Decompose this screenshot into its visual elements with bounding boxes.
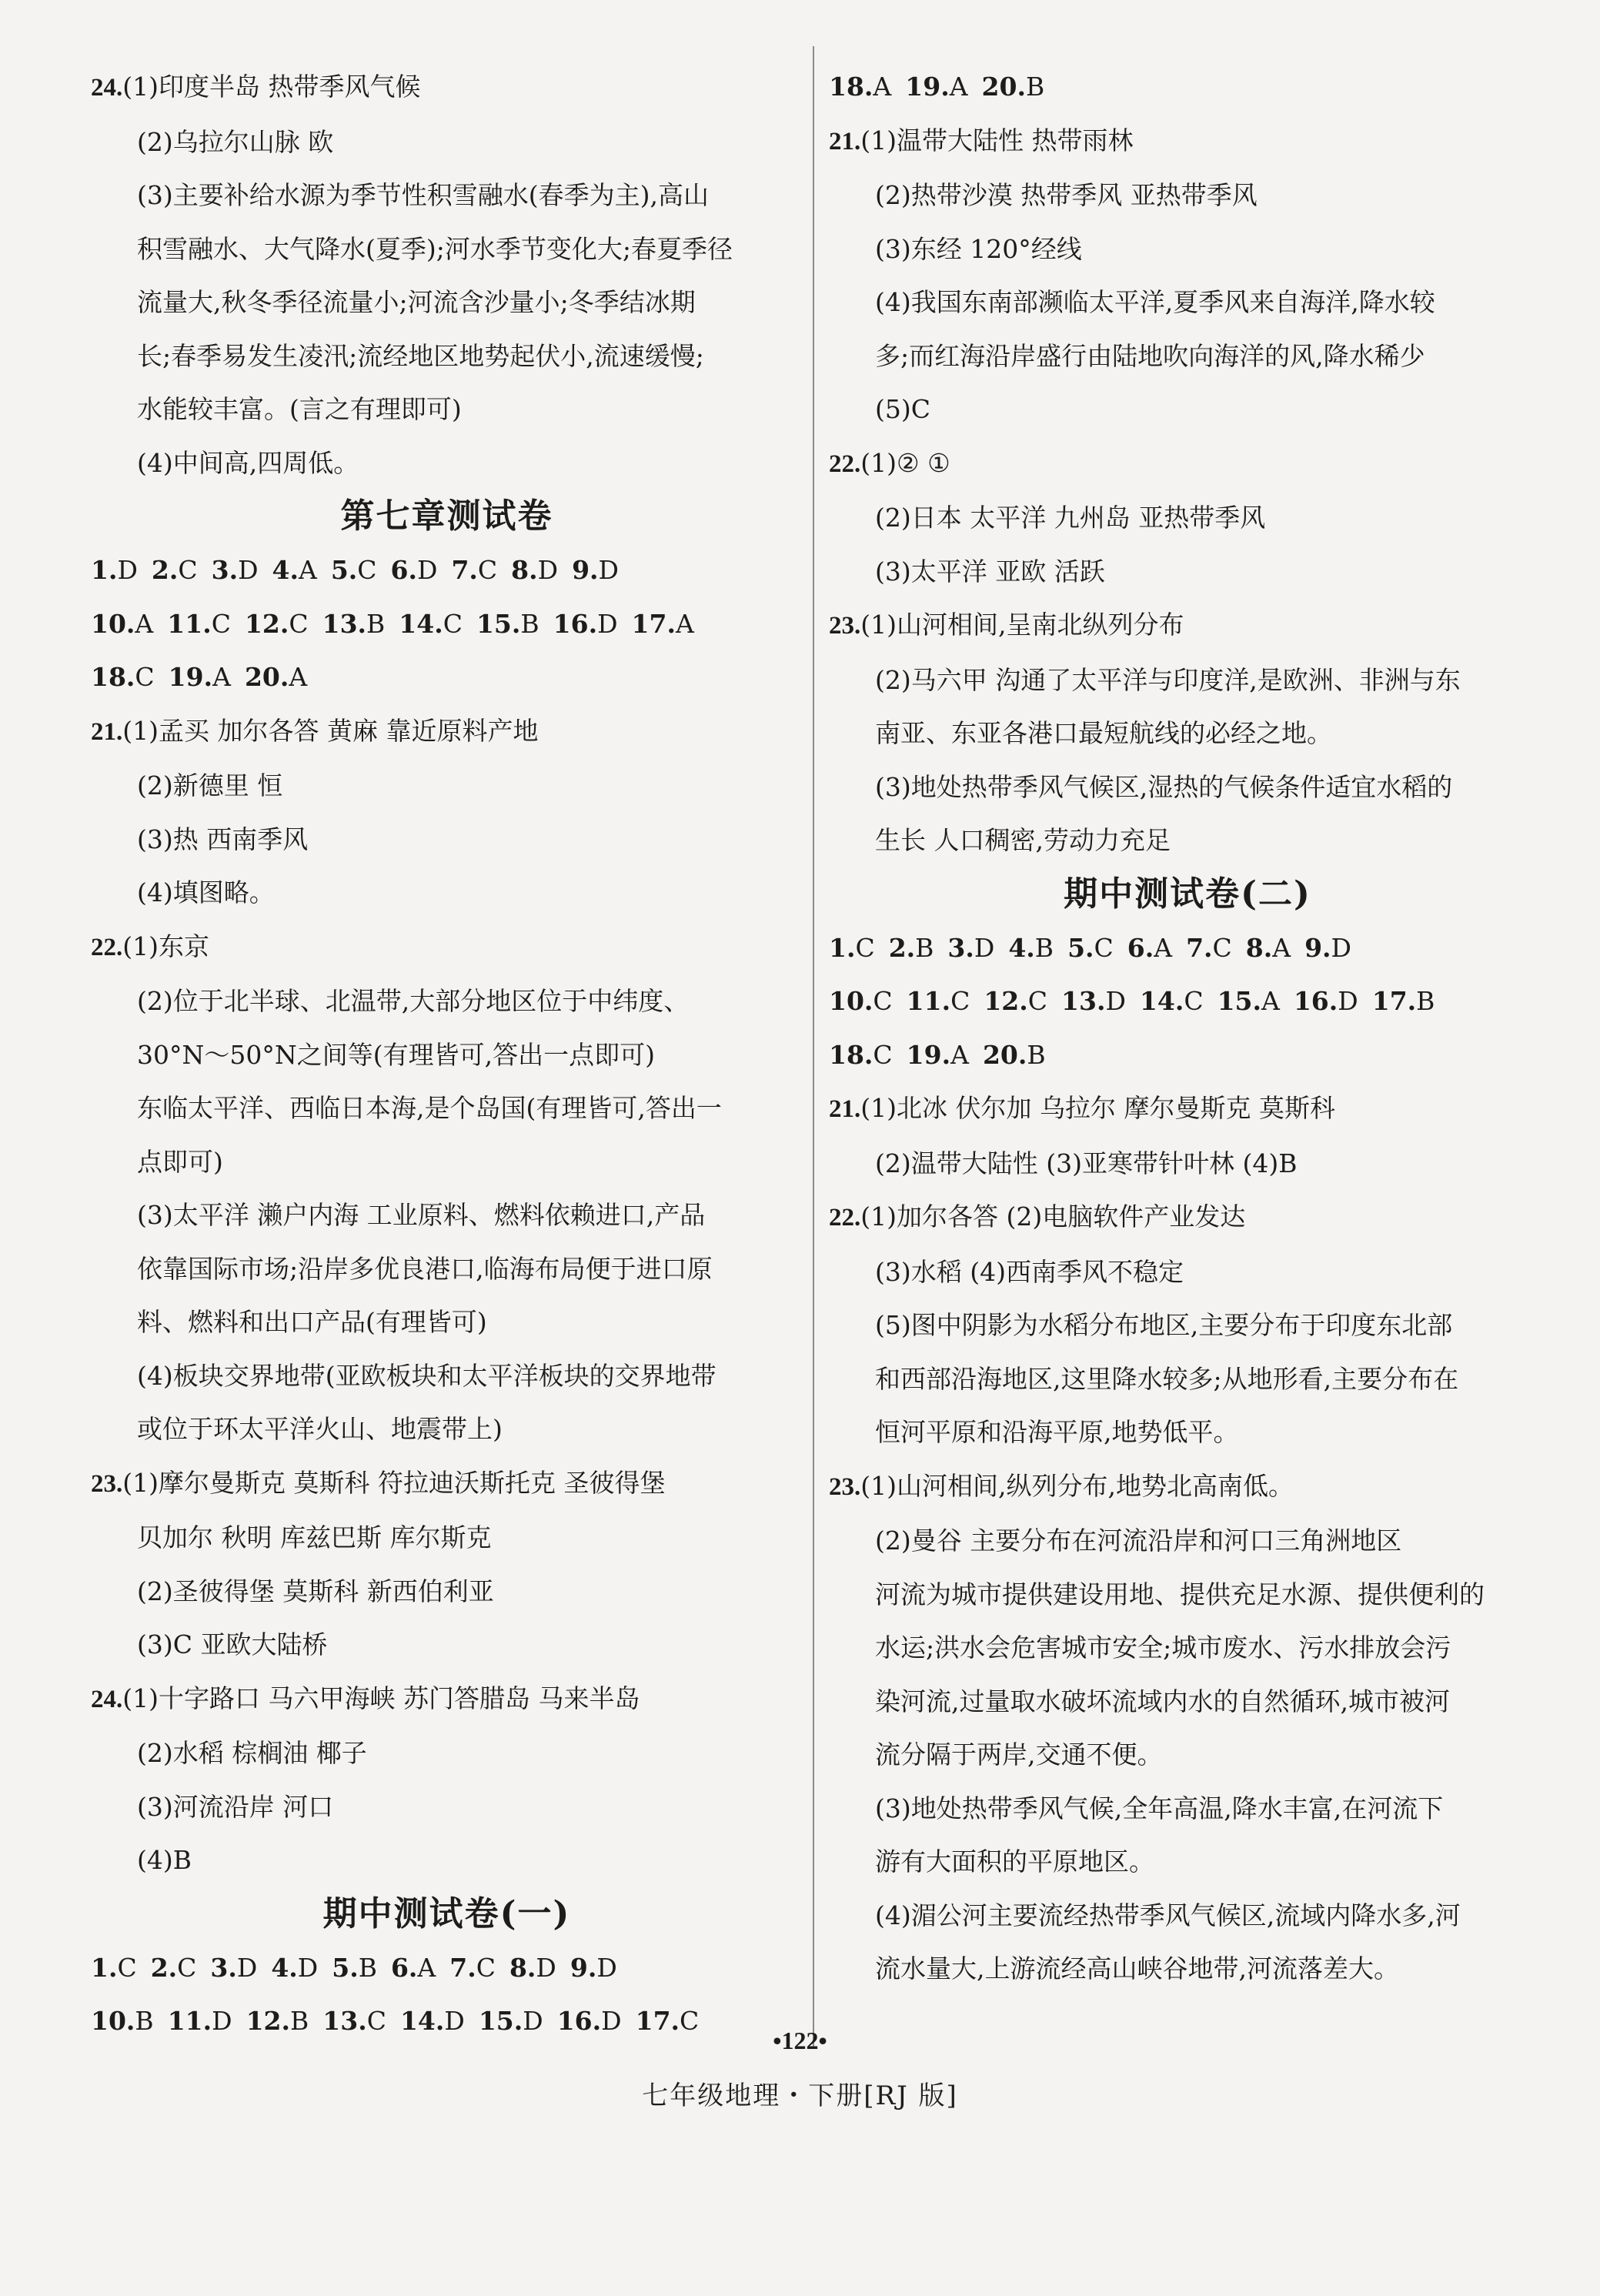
question-number: 13.	[1061, 986, 1106, 1016]
choice-answer	[91, 662, 155, 692]
choice-answer	[245, 662, 307, 692]
answer-line: (2)位于北半球、北温带,大部分地区位于中纬度、	[137, 986, 690, 1016]
choice-answer	[1186, 933, 1232, 963]
question-number: 9.	[572, 555, 599, 585]
question-number: 17.	[631, 608, 676, 639]
answer-letter: B	[1025, 72, 1045, 102]
choice-answer	[553, 609, 618, 639]
section-title: 期中测试卷(二)	[1064, 874, 1311, 914]
answer-line: (2)圣彼得堡 莫斯科 新西伯利亚	[137, 1576, 494, 1606]
answer-line: 河流为城市提供建设用地、提供充足水源、提供便利的	[875, 1579, 1485, 1609]
question-number: 3.	[210, 1952, 237, 1983]
choice-answer	[905, 72, 967, 102]
answer-letter: D	[238, 555, 259, 585]
question-number: 5.	[1067, 932, 1094, 963]
answer-letter: D	[297, 1952, 319, 1983]
answer-letter: A	[135, 608, 154, 639]
answer-letter: A	[1261, 986, 1280, 1016]
choice-answer	[476, 609, 539, 639]
question-number: 17.	[1371, 986, 1417, 1016]
answer-line: 流水量大,上游流经高山峡谷地带,河流落差大。	[875, 1953, 1399, 1984]
choice-answer	[889, 933, 934, 963]
answer-line	[91, 60, 803, 115]
question-number: 22.	[829, 450, 861, 478]
choice-answer	[210, 1953, 257, 1983]
question-number: 4.	[272, 555, 299, 585]
answer-line: (3)太平洋 濑户内海 工业原料、燃料依赖进口,产品	[137, 1200, 706, 1230]
answer-letter: C	[477, 555, 498, 585]
answer-line: (2)日本 太平洋 九州岛 亚热带季风	[875, 503, 1266, 533]
question-number: 16.	[556, 2006, 602, 2036]
question-number: 15.	[1217, 986, 1261, 1016]
answer-line	[829, 436, 1546, 492]
choice-answer	[399, 609, 463, 639]
answer-line	[829, 598, 1546, 653]
answer-line: (3)主要补给水源为季节性积雪融水(春季为主),高山	[137, 180, 709, 210]
question-number: 12.	[244, 608, 289, 639]
answer-letter: B	[290, 2006, 309, 2036]
choice-answer	[322, 609, 386, 639]
question-number: 7.	[1186, 932, 1213, 963]
answer-letter: D	[212, 2006, 232, 2036]
answer-text: (1)北冰 伏尔加 乌拉尔 摩尔曼斯克 莫斯科	[860, 1093, 1335, 1123]
answer-letter: C	[135, 662, 155, 692]
question-number: 4.	[271, 1952, 298, 1983]
answer-line: (3)C 亚欧大陆桥	[137, 1629, 328, 1659]
choice-answer	[907, 1040, 969, 1070]
choice-answer	[947, 933, 994, 963]
answer-letter: C	[1212, 932, 1232, 963]
question-number: 12.	[984, 986, 1028, 1016]
answer-letter: A	[950, 1039, 969, 1070]
answer-line: 流量大,秋冬季径流量小;河流含沙量小;冬季结冰期	[137, 287, 696, 317]
answer-letter: D	[601, 2006, 622, 2036]
answer-line: (3)热 西南季风	[137, 824, 309, 854]
answer-line: (5)C	[875, 394, 930, 424]
answer-line: 恒河平原和沿海平原,地势低平。	[875, 1417, 1239, 1447]
answer-letter: B	[1034, 932, 1054, 963]
answer-letter: C	[855, 932, 875, 963]
answer-line: (2)温带大陆性 (3)亚寒带针叶林 (4)B	[875, 1148, 1298, 1178]
answer-line: 流分隔于两岸,交通不便。	[875, 1740, 1163, 1770]
choice-answer	[91, 609, 153, 639]
answer-line: 水能较丰富。(言之有理即可)	[137, 394, 462, 424]
answer-letter: C	[476, 1952, 496, 1983]
answer-letter: D	[536, 1952, 556, 1983]
choice-answer	[1304, 933, 1351, 963]
question-number: 19.	[905, 72, 950, 102]
answer-letter: D	[417, 555, 438, 585]
answer-letter: D	[523, 2006, 543, 2036]
choice-answer	[1372, 986, 1435, 1016]
answer-text: (1)东京	[122, 931, 209, 961]
question-number: 6.	[1127, 932, 1154, 963]
question-number: 5.	[330, 555, 358, 585]
left-column	[91, 60, 803, 2048]
choice-answer	[331, 555, 377, 585]
answer-line: 点即可)	[137, 1146, 223, 1177]
choice-answer	[570, 1953, 617, 1983]
choice-answer	[1127, 933, 1172, 963]
question-number: 9.	[570, 1952, 597, 1983]
question-number: 14.	[399, 608, 443, 639]
answer-line: 30°N～50°N之间等(有理皆可,答出一点即可)	[137, 1039, 655, 1070]
question-number: 21.	[829, 127, 861, 155]
answer-letter: C	[357, 555, 377, 585]
column-divider	[813, 46, 814, 2047]
answer-letter: C	[117, 1952, 137, 1983]
answer-line: 或位于环太平洋火山、地震带上)	[137, 1414, 503, 1444]
choice-answer	[984, 986, 1047, 1016]
question-number: 23.	[91, 1469, 123, 1498]
answer-letter: A	[212, 662, 231, 692]
question-number: 23.	[829, 612, 861, 640]
question-number: 1.	[91, 1952, 118, 1983]
answer-line: (2)乌拉尔山脉 欧	[137, 126, 334, 157]
choice-answer	[907, 986, 970, 1016]
answer-line	[91, 1672, 803, 1727]
answer-line: 生长 人口稠密,劳动力充足	[875, 825, 1171, 855]
answer-letter: B	[135, 2006, 154, 2036]
answer-letter: C	[178, 555, 198, 585]
choice-answer	[391, 555, 438, 585]
answer-text: (1)摩尔曼斯克 莫斯科 符拉迪沃斯托克 圣彼得堡	[122, 1467, 666, 1498]
answer-line: (4)板块交界地带(亚欧板块和太平洋板块的交界地带	[137, 1360, 716, 1391]
answer-line: (4)湄公河主要流经热带季风气候区,流域内降水多,河	[875, 1900, 1461, 1930]
answer-line	[829, 1081, 1546, 1137]
question-number: 21.	[91, 717, 123, 746]
answer-letter: A	[289, 662, 308, 692]
answer-line	[91, 920, 803, 975]
right-column	[829, 60, 1546, 1996]
choice-answer-row	[91, 543, 803, 597]
question-number: 16.	[553, 608, 598, 639]
choice-answer	[272, 555, 317, 585]
question-number: 3.	[211, 555, 239, 585]
question-number: 8.	[511, 555, 538, 585]
answer-letter: D	[974, 932, 995, 963]
question-number: 10.	[829, 986, 873, 1016]
choice-answer-row	[91, 1941, 803, 1995]
answer-letter: A	[1154, 932, 1173, 963]
question-number: 24.	[91, 74, 123, 102]
answer-letter: C	[289, 608, 309, 639]
choice-answer	[91, 555, 138, 585]
choice-answer	[829, 986, 893, 1016]
question-number: 2.	[888, 932, 916, 963]
choice-answer	[391, 1953, 436, 1983]
choice-answer	[829, 933, 875, 963]
answer-text: (1)十字路口 马六甲海峡 苏门答腊岛 马来半岛	[122, 1683, 640, 1713]
question-number: 11.	[167, 608, 212, 639]
question-number: 14.	[1139, 986, 1184, 1016]
book-title: 七年级地理・下册[RJ 版]	[642, 2080, 958, 2111]
answer-letter: D	[597, 608, 618, 639]
answer-line: 水运;洪水会危害城市安全;城市废水、污水排放会污	[875, 1633, 1451, 1663]
answer-letter: C	[211, 608, 231, 639]
choice-answer	[245, 609, 309, 639]
answer-letter: D	[1338, 986, 1358, 1016]
answer-letter: B	[1027, 1039, 1046, 1070]
answer-line: 染河流,过量取水破坏流域内水的自然循环,城市被河	[875, 1686, 1450, 1716]
answer-line: (3)太平洋 亚欧 活跃	[875, 556, 1105, 587]
answer-text: (1)温带大陆性 热带雨林	[860, 125, 1134, 155]
answer-line: (4)填图略。	[137, 877, 275, 907]
question-number: 20.	[981, 72, 1026, 102]
answer-line: (3)河流沿岸 河口	[137, 1791, 334, 1822]
question-number: 17.	[635, 2006, 680, 2036]
question-number: 22.	[829, 1204, 861, 1232]
question-number: 6.	[390, 555, 417, 585]
answer-text: (1)② ①	[860, 447, 950, 478]
choice-answer	[982, 72, 1045, 102]
answer-letter: B	[915, 932, 934, 963]
answer-letter: C	[950, 986, 970, 1016]
choice-answer	[1246, 933, 1291, 963]
choice-answer	[152, 555, 198, 585]
answer-text: (1)孟买 加尔各答 黄麻 靠近原料产地	[122, 715, 539, 746]
choice-answer	[1067, 933, 1114, 963]
question-number: 7.	[451, 555, 478, 585]
answer-letter: C	[1094, 932, 1114, 963]
question-number: 14.	[399, 2006, 445, 2036]
question-number: 10.	[91, 608, 135, 639]
question-number: 9.	[1304, 932, 1331, 963]
answer-letter: C	[873, 1039, 893, 1070]
answer-line	[829, 1190, 1546, 1245]
question-number: 1.	[91, 555, 118, 585]
question-number: 15.	[476, 608, 521, 639]
question-number: 4.	[1008, 932, 1035, 963]
answer-line	[829, 1459, 1546, 1515]
choice-answer	[1061, 986, 1126, 1016]
answer-letter: C	[443, 608, 463, 639]
answer-letter: C	[1184, 986, 1204, 1016]
question-number: 19.	[906, 1039, 951, 1070]
question-number: 1.	[829, 932, 856, 963]
answer-line: (2)水稻 棕榈油 椰子	[137, 1738, 367, 1768]
choice-answer	[632, 609, 694, 639]
choice-answer-row	[829, 921, 1546, 975]
answer-line: (3)东经 120°经线	[875, 233, 1082, 264]
choice-answer	[1294, 986, 1358, 1016]
answer-line: (4)中间高,四周低。	[137, 447, 359, 478]
question-number: 15.	[478, 2006, 523, 2036]
answer-line: 贝加尔 秋明 库兹巴斯 库尔斯克	[137, 1522, 492, 1552]
question-number: 13.	[322, 2006, 367, 2036]
answer-letter: A	[1272, 932, 1291, 963]
answer-line: 积雪融水、大气降水(夏季);河水季节变化大;春夏季径	[137, 233, 733, 264]
answer-letter: D	[598, 555, 620, 585]
question-number: 3.	[947, 932, 974, 963]
choice-answer	[509, 1953, 556, 1983]
answer-line: 和西部沿海地区,这里降水较多;从地形看,主要分布在	[875, 1363, 1459, 1394]
answer-letter: D	[596, 1952, 617, 1983]
answer-text: (1)印度半岛 热带季风气候	[122, 72, 421, 102]
question-number: 2.	[150, 1952, 178, 1983]
answer-letter: B	[1416, 986, 1435, 1016]
choice-answer	[829, 1040, 893, 1070]
choice-answer	[572, 555, 619, 585]
choice-answer	[1008, 933, 1054, 963]
choice-answer	[1218, 986, 1280, 1016]
answer-letter: D	[1331, 932, 1351, 963]
answer-line: 游有大面积的平原地区。	[875, 1846, 1154, 1877]
section-title: 第七章测试卷	[340, 496, 553, 536]
answer-line: 南亚、东亚各港口最短航线的必经之地。	[875, 718, 1332, 748]
choice-answer-row	[829, 60, 1546, 114]
answer-line: 长;春季易发生凌汛;流经地区地势起伏小,流速缓慢;	[137, 340, 704, 371]
answer-text: (1)加尔各答 (2)电脑软件产业发达	[860, 1201, 1246, 1232]
answer-letter: A	[417, 1952, 436, 1983]
answer-letter: C	[366, 2006, 386, 2036]
choice-answer	[212, 555, 259, 585]
choice-answer-row	[91, 650, 803, 704]
section-title: 期中测试卷(一)	[322, 1893, 571, 1933]
answer-letter: D	[236, 1952, 258, 1983]
choice-answer	[511, 555, 558, 585]
question-number: 23.	[829, 1472, 861, 1501]
question-number: 21.	[829, 1095, 861, 1123]
answer-letter: B	[366, 608, 386, 639]
answer-letter: C	[873, 986, 893, 1016]
answer-line: (4)B	[137, 1845, 192, 1875]
answer-letter: C	[1027, 986, 1048, 1016]
choice-answer	[449, 1953, 496, 1983]
question-number: 10.	[91, 2006, 135, 2036]
question-number: 16.	[1293, 986, 1338, 1016]
question-number: 22.	[91, 933, 123, 961]
answer-line	[91, 1456, 803, 1512]
answer-line: 多;而红海沿岸盛行由陆地吹向海洋的风,降水稀少	[875, 340, 1425, 371]
question-number: 11.	[906, 986, 951, 1016]
answer-letter: A	[675, 608, 694, 639]
question-number: 2.	[151, 555, 179, 585]
choice-answer	[983, 1040, 1046, 1070]
answer-line: (4)我国东南部濒临太平洋,夏季风来自海洋,降水较	[875, 287, 1435, 317]
answer-letter: D	[537, 555, 559, 585]
choice-answer-row	[829, 1028, 1546, 1082]
answer-line: (3)地处热带季风气候,全年高温,降水丰富,在河流下	[875, 1793, 1444, 1823]
question-number: 13.	[322, 608, 367, 639]
answer-letter: B	[358, 1952, 377, 1983]
answer-letter: D	[117, 555, 138, 585]
choice-answer	[332, 1953, 377, 1983]
answer-letter: D	[1105, 986, 1126, 1016]
answer-letter: A	[949, 72, 968, 102]
choice-answer	[451, 555, 497, 585]
question-number: 18.	[829, 1039, 873, 1070]
choice-answer	[167, 609, 231, 639]
question-number: 18.	[91, 662, 135, 692]
choice-answer	[829, 72, 891, 102]
choice-answer	[91, 1953, 137, 1983]
answer-line: 料、燃料和出口产品(有理皆可)	[137, 1307, 487, 1337]
choice-answer-row	[91, 597, 803, 651]
answer-line: 东临太平洋、西临日本海,是个岛国(有理皆可,答出一	[137, 1093, 722, 1123]
answer-line: (2)曼谷 主要分布在河流沿岸和河口三角洲地区	[875, 1526, 1402, 1556]
choice-answer	[271, 1953, 318, 1983]
question-number: 11.	[167, 2006, 212, 2036]
answer-line: 依靠国际市场;沿岸多优良港口,临海布局便于进口原	[137, 1253, 713, 1284]
answer-line: (2)马六甲 沟通了太平洋与印度洋,是欧洲、非洲与东	[875, 664, 1461, 695]
choice-answer	[1140, 986, 1204, 1016]
answer-line: (2)热带沙漠 热带季风 亚热带季风	[875, 180, 1258, 210]
page-number: •122•	[773, 2027, 827, 2054]
answer-text: (1)山河相间,呈南北纵列分布	[860, 610, 1184, 640]
choice-answer-row	[829, 974, 1546, 1028]
answer-line	[829, 114, 1546, 169]
answer-letter: B	[520, 608, 539, 639]
question-number: 18.	[829, 72, 873, 102]
choice-answer	[151, 1953, 197, 1983]
choice-answer	[169, 662, 231, 692]
question-number: 6.	[390, 1952, 418, 1983]
question-number: 8.	[1245, 932, 1273, 963]
answer-line: (3)水稻 (4)西南季风不稳定	[875, 1256, 1184, 1287]
answer-letter: C	[177, 1952, 197, 1983]
answer-line: (3)地处热带季风气候区,湿热的气候条件适宜水稻的	[875, 771, 1453, 802]
question-number: 7.	[449, 1952, 476, 1983]
answer-line	[91, 704, 803, 760]
answer-text: (1)山河相间,纵列分布,地势北高南低。	[860, 1470, 1294, 1501]
question-number: 5.	[332, 1952, 359, 1983]
answer-letter: A	[299, 555, 317, 585]
question-number: 8.	[509, 1952, 536, 1983]
answer-line: (2)新德里 恒	[137, 770, 283, 800]
answer-letter: C	[680, 2006, 700, 2036]
question-number: 19.	[168, 662, 213, 692]
question-number: 12.	[246, 2006, 290, 2036]
answer-line: (5)图中阴影为水稻分布地区,主要分布于印度东北部	[875, 1310, 1453, 1340]
question-number: 24.	[91, 1685, 123, 1713]
answer-letter: A	[873, 72, 892, 102]
question-number: 20.	[982, 1039, 1027, 1070]
answer-letter: D	[444, 2006, 465, 2036]
question-number: 20.	[244, 662, 289, 692]
